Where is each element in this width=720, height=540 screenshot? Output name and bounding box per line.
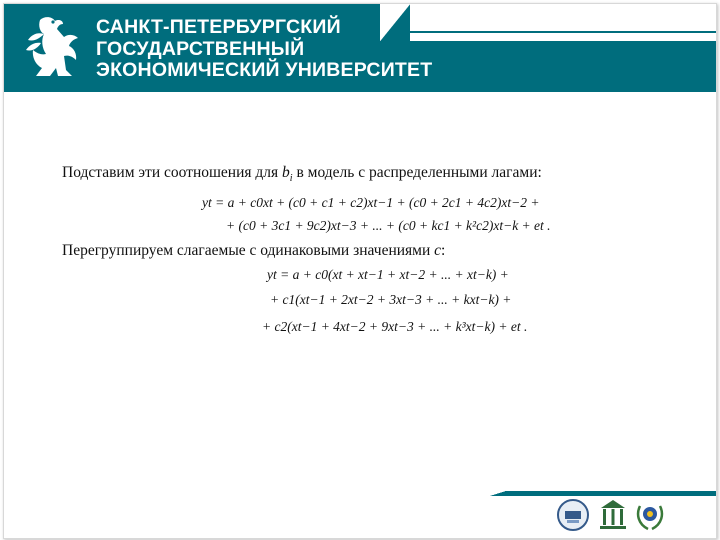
equation-2-line-3: + c2(xt−1 + 4xt−2 + 9xt−3 + ... + k³xt−k) + et . (262, 319, 528, 335)
title-line-3: ЭКОНОМИЧЕСКИЙ УНИВЕРСИТЕТ (96, 59, 433, 81)
paragraph-2-colon: : (441, 242, 446, 260)
paragraph-2-variable: c (434, 242, 442, 260)
paragraph-1-text: Подставим эти соотношения для (62, 164, 283, 181)
slide-content (62, 163, 662, 336)
title-line-2: ГОСУДАРСТВЕННЫЙ (96, 37, 305, 60)
footer-band (506, 491, 716, 496)
equation-1-line-1: yt = a + c0xt + (c0 + c1 + c2)xt−1 + (c0 + 2c1 + 4c2)xt−2 + (202, 195, 540, 211)
paragraph-1-variable: b (282, 164, 290, 181)
paragraph-2 (62, 241, 662, 260)
emblem-icon (556, 498, 590, 532)
title-line-1: САНКТ-ПЕТЕРБУРГСКИЙ (96, 16, 341, 38)
building-crest-icon (598, 498, 628, 532)
laurel-emblem-icon (634, 498, 666, 532)
header-notch (410, 4, 716, 41)
paragraph-1-text-end: в модель с распределенными лагами: (292, 164, 542, 181)
header-rule (410, 31, 716, 33)
equation-2-line-2: + c1(xt−1 + 2xt−2 + 3xt−3 + ... + kxt−k) + (270, 292, 512, 308)
griffin-logo-icon (22, 10, 88, 82)
university-title (96, 17, 432, 82)
equation-2-line-1: yt = a + c0(xt + xt−1 + xt−2 + ... + xt−k) + (267, 267, 509, 283)
equation-1-line-2: + (c0 + 3c1 + 9c2)xt−3 + ... + (c0 + kc1 + k²c2)xt−k + et . (226, 218, 551, 234)
paragraph-1-subscript: i (289, 173, 293, 185)
paragraph-1 (62, 163, 662, 188)
paragraph-2-text: Перегруппируем слагаемые с одинаковыми значениями (62, 242, 435, 260)
